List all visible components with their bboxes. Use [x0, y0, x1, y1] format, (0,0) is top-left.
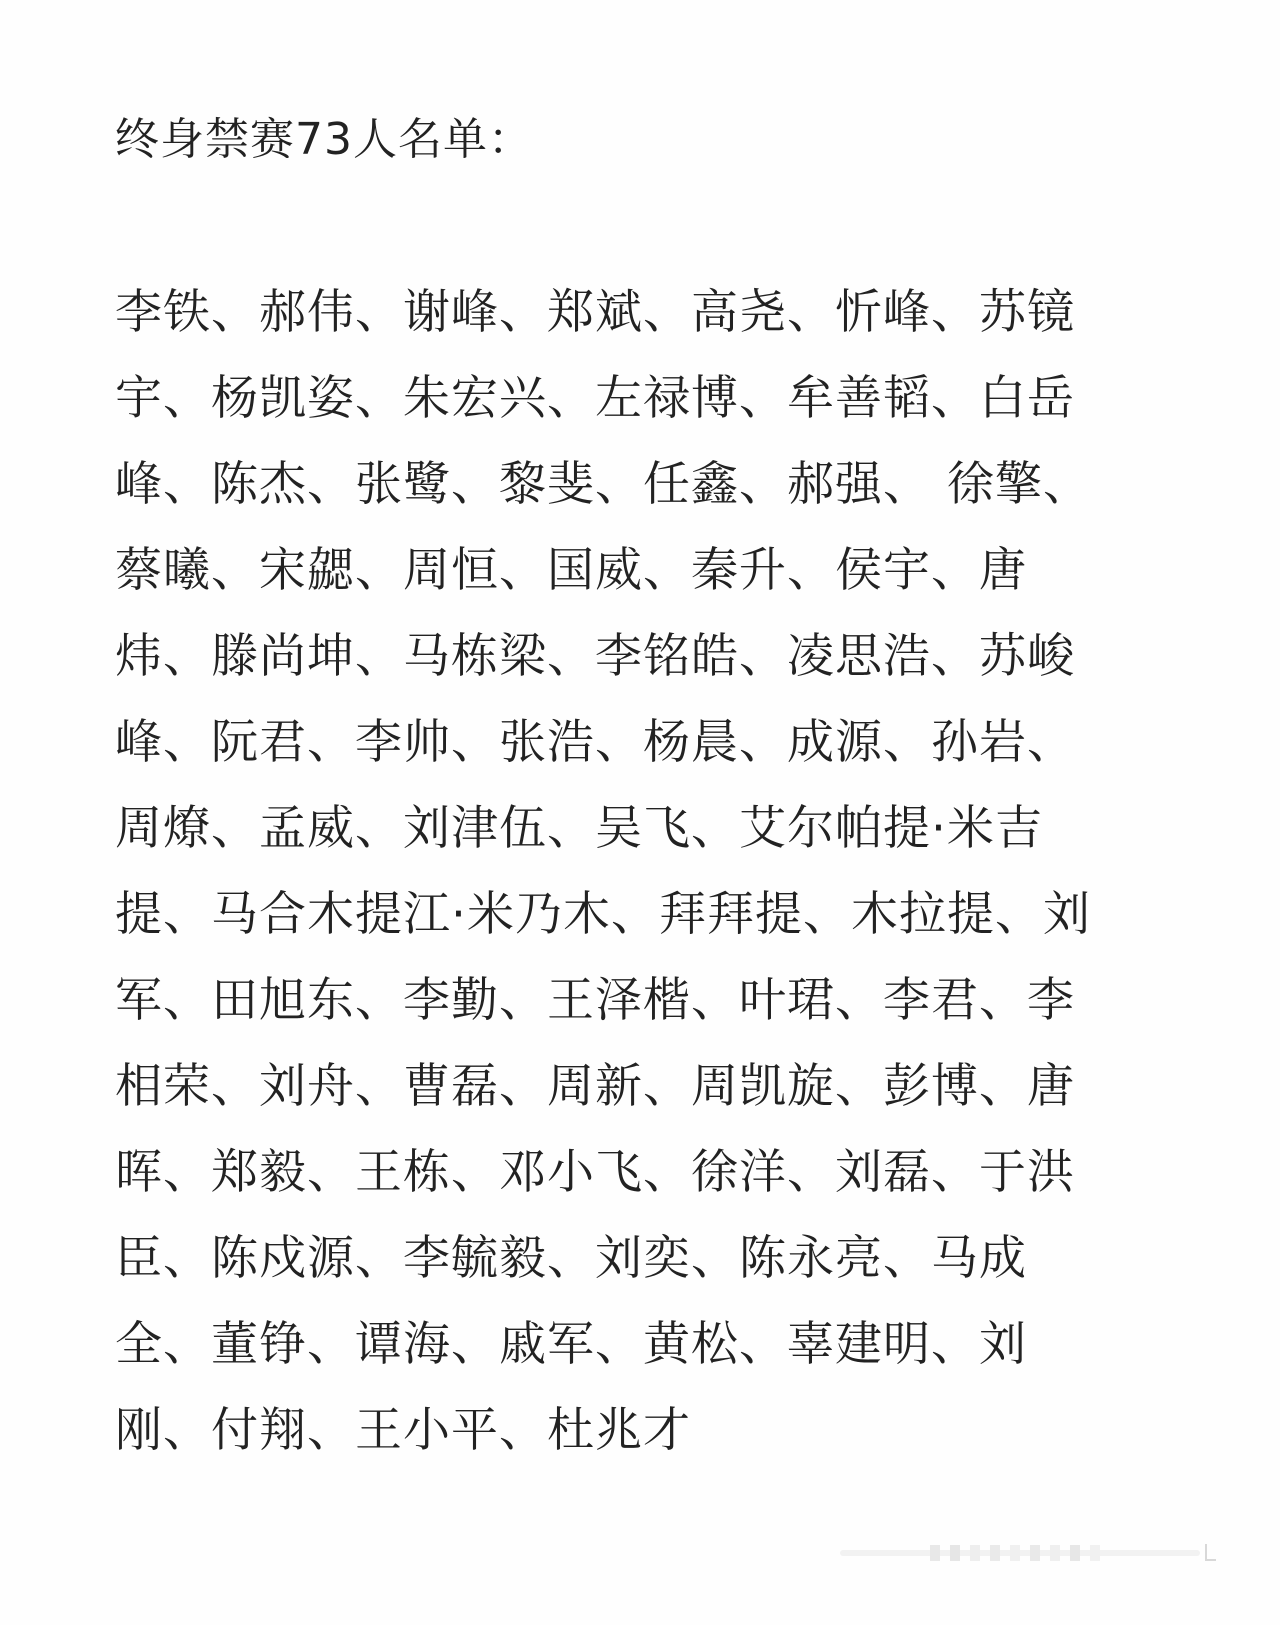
name-line: 峰、陈杰、张鹭、黎斐、任鑫、郝强、 徐擎、 [115, 457, 1091, 512]
page-title: 终身禁赛73人名单： [115, 114, 533, 165]
name-line: 李铁、郝伟、谢峰、郑斌、高尧、忻峰、苏镜 [115, 285, 1075, 340]
name-line: 臣、陈戍源、李毓毅、刘奕、陈永亮、马成 [115, 1231, 1027, 1286]
name-list [115, 270, 1145, 1474]
name-line: 蔡曦、宋勰、周恒、国威、秦升、侯宇、唐 [115, 543, 1027, 598]
name-line: 全、董铮、谭海、戚军、黄松、辜建明、刘 [115, 1317, 1027, 1372]
name-line: 周燎、孟威、刘津伍、吴飞、艾尔帕提·米吉 [115, 801, 1043, 856]
name-line: 晖、郑毅、王栋、邓小飞、徐洋、刘磊、于洪 [115, 1145, 1075, 1200]
name-line: 相荣、刘舟、曹磊、周新、周凯旋、彭博、唐 [115, 1059, 1075, 1114]
name-line: 军、田旭东、李勤、王泽楷、叶珺、李君、李 [115, 973, 1075, 1028]
name-line: 炜、滕尚坤、马栋梁、李铭皓、凌思浩、苏峻 [115, 629, 1075, 684]
faded-watermark [840, 1540, 1220, 1566]
name-line: 宇、杨凯姿、朱宏兴、左禄博、牟善韬、白岳 [115, 371, 1075, 426]
name-line: 峰、阮君、李帅、张浩、杨晨、成源、孙岩、 [115, 715, 1075, 770]
name-line: 刚、付翔、王小平、杜兆才 [115, 1403, 691, 1458]
name-line: 提、马合木提江·米乃木、拜拜提、木拉提、刘 [115, 887, 1091, 942]
